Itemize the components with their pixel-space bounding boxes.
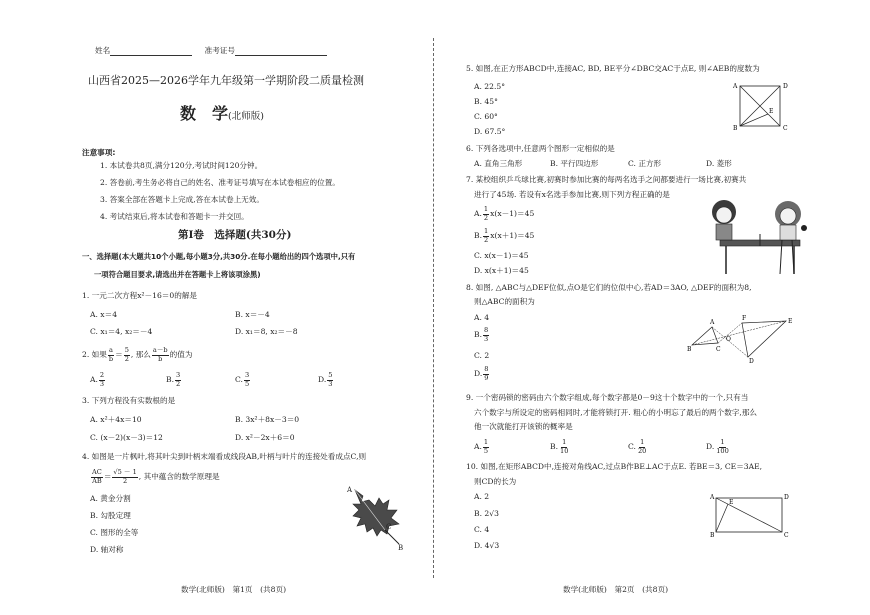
q10-option-b[interactable]: B. 2√3 xyxy=(474,509,499,518)
q10-option-a[interactable]: A. 2 xyxy=(474,492,490,501)
q2-option-a[interactable] xyxy=(90,370,106,390)
exam-title: 山西省2025—2026学年九年级第一学期阶段二质量检测 xyxy=(88,74,364,87)
q10-stem-2: 则CD的长为 xyxy=(474,477,517,486)
q8-option-a[interactable]: A. 4 xyxy=(474,313,490,322)
option-label: B. xyxy=(474,330,482,339)
q2-frac-num: a－b xyxy=(152,346,168,354)
q9-option-a[interactable] xyxy=(474,437,490,457)
q6-option-b[interactable]: B. 平行四边形 xyxy=(550,159,599,168)
option-frac xyxy=(715,439,730,455)
player-left-face xyxy=(716,207,732,223)
frac-den: 3 xyxy=(99,379,105,388)
frac-num: 8 xyxy=(484,365,489,373)
frac-den: 2 xyxy=(176,379,181,388)
q8-option-c[interactable]: C. 2 xyxy=(474,351,490,360)
option-frac xyxy=(483,366,489,382)
q3-option-a[interactable]: A. x²＋4x＝10 xyxy=(90,415,142,424)
q4-tail: , 其中蕴含的数学原理是 xyxy=(138,472,220,481)
leaf-label-a: A xyxy=(347,486,353,494)
q1-option-a[interactable]: A. x＝4 xyxy=(90,310,118,319)
page-divider xyxy=(433,38,434,578)
q4-stem: 4. 如图是一片枫叶,将其叶尖到叶柄末端看成线段AB,叶柄与叶片的连接处看成点C,则 xyxy=(82,452,367,461)
q4-eq: ＝ xyxy=(103,472,112,481)
q7-option-b[interactable] xyxy=(474,226,534,246)
q8-option-b[interactable] xyxy=(474,325,490,345)
q4-option-c[interactable]: C. 图形的全等 xyxy=(90,528,139,537)
frac-den: 2 xyxy=(483,213,489,222)
triangle-abc xyxy=(692,327,718,345)
option-frac xyxy=(244,372,250,388)
option-label: A. xyxy=(90,375,98,384)
note-item: 1. 本试卷共8页,满分120分,考试时间120分钟。 xyxy=(100,161,263,170)
label-d: D xyxy=(784,494,789,501)
label-c: C xyxy=(784,532,789,539)
q2-stem xyxy=(82,345,192,365)
q10-stem-1: 10. 如图,在矩形ABCD中,连接对角线AC,过点B作BE⊥AC于点E. 若BE＝3, CE＝3AE, xyxy=(466,462,763,471)
player-left-body xyxy=(716,224,732,240)
page-right xyxy=(438,0,870,615)
q2-frac-num: 5 xyxy=(124,346,129,354)
note-item: 3. 答案全部在答题卡上完成,答在本试卷上无效。 xyxy=(100,195,264,204)
q2-frac-expr xyxy=(152,347,169,363)
player-right-body xyxy=(780,225,796,240)
q5-option-c[interactable]: C. 60° xyxy=(474,112,498,121)
frac-num: 1 xyxy=(562,438,567,446)
label-e: E xyxy=(729,499,734,506)
frac-den: 5 xyxy=(483,446,489,455)
q2-mid: , 那么 xyxy=(130,350,151,359)
bisector-be xyxy=(740,114,768,126)
q3-stem: 3. 下列方程没有实数根的是 xyxy=(82,396,176,405)
frac-num: AC xyxy=(92,468,102,476)
maple-leaf-figure xyxy=(345,484,410,552)
q3-option-c[interactable]: C. (x－2)(x－3)＝12 xyxy=(90,433,163,442)
footer-right: 数学(北师版) 第2页 (共8页) xyxy=(563,585,669,594)
q5-option-d[interactable]: D. 67.5° xyxy=(474,127,506,136)
label-a: A xyxy=(710,319,715,326)
option-frac xyxy=(483,228,489,244)
q6-option-c[interactable]: C. 正方形 xyxy=(628,159,662,168)
label-e: E xyxy=(769,108,774,115)
q2-frac-den: 2 xyxy=(124,354,129,363)
label-b: B xyxy=(733,125,738,132)
section-title: 第Ⅰ卷 选择题(共30分) xyxy=(178,229,292,241)
label-b: B xyxy=(710,532,715,539)
option-label: B. xyxy=(166,375,174,384)
q10-option-d[interactable]: D. 4√3 xyxy=(474,541,500,550)
option-label: D. xyxy=(706,442,715,451)
frac-num: 3 xyxy=(244,371,250,379)
frac-den: 3 xyxy=(484,334,489,343)
option-label: C. xyxy=(235,375,243,384)
q9-option-b[interactable] xyxy=(550,437,570,457)
q2-frac-den: b xyxy=(108,354,114,363)
note-item: 2. 答卷前,考生务必将自己的姓名、准考证号填写在本试卷相应的位置。 xyxy=(100,178,340,187)
label-c: C xyxy=(716,346,721,353)
label-d: D xyxy=(749,358,754,365)
leaf-stem xyxy=(385,530,399,544)
q10-option-c[interactable]: C. 4 xyxy=(474,525,490,534)
option-label: D. xyxy=(474,369,483,378)
option-frac xyxy=(559,439,569,455)
frac-num: 2 xyxy=(99,371,105,379)
q5-option-a[interactable]: A. 22.5° xyxy=(474,82,506,91)
homothety-figure xyxy=(688,313,798,363)
q1-option-c[interactable]: C. x₁＝4, x₂＝－4 xyxy=(90,327,153,336)
frac-num: √5 － 1 xyxy=(113,468,137,476)
frac-num: 3 xyxy=(176,371,181,379)
q8-stem-1: 8. 如图, △ABC与△DEF位似,点O是它们的位似中心,若AD＝3AO, △DEF的面积为8, xyxy=(466,283,752,292)
frac-num: 1 xyxy=(720,438,725,446)
rectangle-abcd-figure xyxy=(710,492,790,538)
q6-option-d[interactable]: D. 菱形 xyxy=(706,159,732,168)
q6-option-a[interactable]: A. 直角三角形 xyxy=(474,159,523,168)
q2-option-d[interactable] xyxy=(318,370,334,390)
option-frac xyxy=(99,372,105,388)
option-label: A. xyxy=(474,442,482,451)
q5-option-b[interactable]: B. 45° xyxy=(474,97,498,106)
option-label: D. xyxy=(318,375,327,384)
q4-frac-golden xyxy=(112,469,137,485)
q2-option-c[interactable] xyxy=(235,370,251,390)
option-frac xyxy=(483,206,489,222)
frac-den: 3 xyxy=(328,379,333,388)
label-f: F xyxy=(742,315,747,322)
option-tail: x(x＋1)＝45 xyxy=(490,231,535,240)
subject-edition: (北师版) xyxy=(228,111,264,122)
page-left xyxy=(0,0,432,615)
q3-option-d[interactable]: D. x²－2x＋6＝0 xyxy=(235,433,295,442)
q4-option-d[interactable]: D. 轴对称 xyxy=(90,545,124,554)
notes-title: 注意事项: xyxy=(82,148,116,157)
triangle-def xyxy=(742,321,786,357)
player-right-face xyxy=(780,208,796,224)
label-b: B xyxy=(687,346,692,353)
subject-title xyxy=(180,104,264,127)
footer-left: 数学(北师版) 第1页 (共8页) xyxy=(181,585,287,594)
option-frac xyxy=(175,372,181,388)
q2-option-b[interactable] xyxy=(166,370,182,390)
q1-stem: 1. 一元二次方程x²－16＝0的解是 xyxy=(82,291,198,300)
q8-stem-2: 则△ABC的面积为 xyxy=(474,297,535,306)
label-a: A xyxy=(710,494,715,501)
q2-frac-num: a xyxy=(109,346,113,354)
frac-num: 8 xyxy=(484,326,489,334)
subject-name: 数 学 xyxy=(180,104,229,123)
q2-frac-52 xyxy=(124,347,130,363)
frac-num: 1 xyxy=(483,438,489,446)
label-a: A xyxy=(733,83,738,90)
name-blank xyxy=(110,55,192,56)
frac-den: 2 xyxy=(123,476,128,485)
leaf-label-b: B xyxy=(398,544,404,552)
option-tail: x(x－1)＝45 xyxy=(490,209,535,218)
frac-num: 5 xyxy=(328,371,333,379)
q2-frac-den: b xyxy=(158,354,163,363)
label-e: E xyxy=(788,318,793,325)
q8-option-d[interactable] xyxy=(474,364,490,384)
diagonal-ac xyxy=(716,498,782,532)
square-abcd-figure xyxy=(732,80,792,132)
perpendicular-be xyxy=(716,504,728,532)
q7-option-c[interactable]: C. x(x－1)＝45 xyxy=(474,251,529,260)
option-label: B. xyxy=(550,442,558,451)
q6-stem: 6. 下列各选项中,任意两个图形一定相似的是 xyxy=(466,144,615,153)
leaf-label-c: C xyxy=(386,523,392,531)
q2-stem-pre: 2. 如果 xyxy=(82,350,107,359)
section-instruction-2: 一项符合题目要求,请选出并在答题卡上将该项涂黑) xyxy=(94,270,261,279)
exam-no-blank xyxy=(235,55,327,56)
q3-option-b[interactable]: B. 3x²＋8x－3＝0 xyxy=(235,415,300,424)
option-label: B. xyxy=(474,231,482,240)
frac-den: 5 xyxy=(244,379,250,388)
frac-num: 1 xyxy=(483,205,489,213)
q4-frac-ac-ab xyxy=(91,469,103,485)
name-label: 姓名 xyxy=(95,46,111,55)
name-field xyxy=(95,46,327,56)
frac-den: 20 xyxy=(637,446,647,455)
exam-no-label: 准考证号 xyxy=(204,46,235,55)
option-label: C. xyxy=(628,442,636,451)
q4-option-a[interactable]: A. 黄金分割 xyxy=(90,494,131,503)
q9-option-d[interactable] xyxy=(706,437,731,457)
ray-b-e xyxy=(692,321,786,345)
frac-den: 9 xyxy=(484,373,489,382)
q2-stem-post: 的值为 xyxy=(169,350,193,359)
option-frac xyxy=(483,327,489,343)
ping-pong-illustration xyxy=(700,196,810,278)
q1-option-d[interactable]: D. x₁＝8, x₂＝－8 xyxy=(235,327,298,336)
q4-option-b[interactable]: B. 勾股定理 xyxy=(90,511,131,520)
option-frac xyxy=(483,439,489,455)
q9-stem-2: 六个数字与所设定的密码相同时,才能将锁打开. 粗心的小明忘了最后的两个数字,那么 xyxy=(474,408,758,417)
q4-ratio xyxy=(90,467,220,487)
q1-option-b[interactable]: B. x＝－4 xyxy=(235,310,270,319)
frac-den: AB xyxy=(92,476,102,485)
q7-stem-2: 进行了45场. 若设有x名选手参加比赛,则下列方程正确的是 xyxy=(474,190,670,199)
q7-option-d[interactable]: D. x(x＋1)＝45 xyxy=(474,266,529,275)
label-o: O xyxy=(726,336,731,343)
q2-frac-ab xyxy=(108,347,114,363)
q7-option-a[interactable] xyxy=(474,204,534,224)
note-item: 4. 考试结束后,将本试卷和答题卡一并交回。 xyxy=(100,212,249,221)
frac-num: 1 xyxy=(640,438,645,446)
frac-den: 2 xyxy=(484,235,489,244)
label-c: C xyxy=(783,125,788,132)
q9-stem-3: 他一次就能打开该锁的概率是 xyxy=(474,422,573,431)
option-label: A. xyxy=(474,209,482,218)
frac-den: 100 xyxy=(716,446,729,455)
q9-option-c[interactable] xyxy=(628,437,648,457)
frac-num: 1 xyxy=(484,227,489,235)
option-frac xyxy=(637,439,647,455)
q7-stem-1: 7. 某校组织乒乓球比赛,初赛时参加比赛的每两名选手之间都要进行一场比赛,初赛共 xyxy=(466,175,747,184)
q5-stem: 5. 如图,在正方形ABCD中,连接AC, BD, BE平分∠DBC交AC于点E, 则∠AEB的度数为 xyxy=(466,64,760,73)
frac-den: 10 xyxy=(560,446,569,455)
q9-stem-1: 9. 一个密码锁的密码由六个数字组成,每个数字都是0－9这十个数字中的一个,只有当 xyxy=(466,393,749,402)
section-instruction-1: 一、选择题(本大题共10个小题,每小题3分,共30分.在每小题给出的四个选项中,只有 xyxy=(82,252,356,261)
q2-eq: ＝ xyxy=(115,350,123,359)
paddle-icon xyxy=(801,225,807,231)
option-frac xyxy=(327,372,333,388)
label-d: D xyxy=(783,83,788,90)
